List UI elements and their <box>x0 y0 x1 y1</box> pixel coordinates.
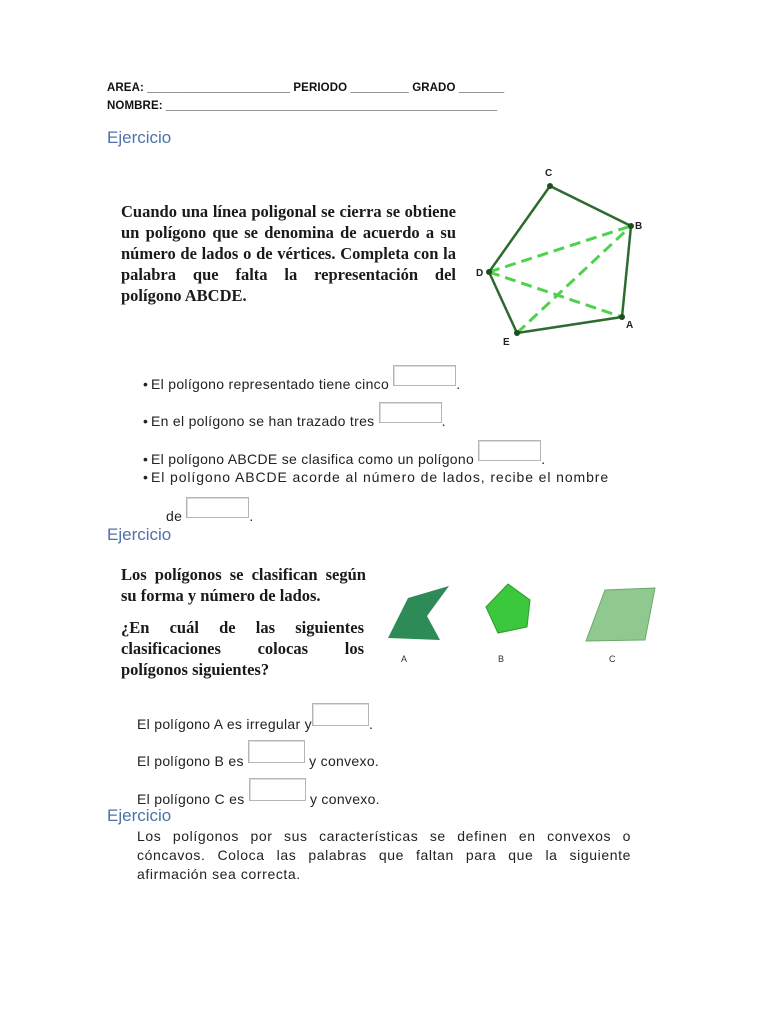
answer-box[interactable] <box>186 497 249 518</box>
answer-box[interactable] <box>379 402 442 423</box>
vertex-d-label: D <box>476 268 484 279</box>
exercise-2-line-b <box>137 740 379 769</box>
pentagon-abcde-figure <box>470 160 650 355</box>
vertex-c-dot <box>547 183 553 189</box>
exercise-2-paragraph-1: Los polígonos se clasifican según su forma y número de lados. <box>121 565 366 605</box>
bullet-icon: • <box>143 376 149 392</box>
bullet-item <box>143 402 446 429</box>
exercise-2-line-a <box>137 703 373 732</box>
answer-box[interactable] <box>312 703 369 726</box>
shape-b-label: B <box>498 654 505 664</box>
bullet-text: En el polígono se han trazado tres <box>151 413 375 429</box>
exercise-3-paragraph: Los polígonos por sus características se definen en convexos o cóncavos. Coloca las palabras que faltan para que la siguiente afirmación sea correcta. <box>137 828 631 882</box>
answer-box[interactable] <box>248 740 305 763</box>
diagonal-da <box>489 272 622 317</box>
exercise-2-title: Ejercicio <box>107 525 172 544</box>
answer-box[interactable] <box>478 440 541 461</box>
bullet-text: El polígono representado tiene cinco <box>151 376 390 392</box>
bullet-text: El polígono ABCDE acorde al número de lados, recibe el nombre <box>151 469 610 485</box>
exercise-2-line-c <box>137 778 380 807</box>
vertex-e-label: E <box>503 337 510 348</box>
header-name-line: NOMBRE: ___________________________________________________ <box>107 100 498 112</box>
bullet-icon: • <box>143 413 149 429</box>
exercise-3-title: Ejercicio <box>107 806 172 825</box>
line-text: El polígono C es <box>137 791 245 807</box>
answer-box[interactable] <box>249 778 306 801</box>
line-after: . <box>368 716 374 732</box>
exercise-2-paragraph-2: ¿En cuál de las siguientes clasificaciones colocas los polígonos siguientes? <box>121 618 364 679</box>
exercise-1-paragraph: Cuando una línea poligonal se cierra se obtiene un polígono que se denomina de acuerdo a su número de lados o de vértices. Completa con la palabra que falta la representación del polígono ABCDE. <box>121 202 456 305</box>
vertex-a-label: A <box>626 320 634 331</box>
vertex-c-label: C <box>545 168 553 179</box>
bullet-after: . <box>441 413 446 429</box>
shape-b-pentagon <box>486 584 530 633</box>
vertex-a-dot <box>619 314 625 320</box>
answer-box[interactable] <box>393 365 456 386</box>
bullet-item <box>143 469 609 485</box>
shape-c-irregular <box>586 588 655 641</box>
line-after: y convexo. <box>309 753 380 769</box>
bullet-continuation <box>166 497 254 524</box>
bullet-item <box>143 365 460 392</box>
bullet-after: . <box>249 508 254 524</box>
header-area-line: AREA: ______________________ PERIODO _________ GRADO _______ <box>107 82 505 94</box>
polygon-shapes-figure <box>380 578 665 670</box>
vertex-e-dot <box>514 330 520 336</box>
bullet-text: de <box>166 508 183 524</box>
bullet-after: . <box>541 451 546 467</box>
diagonal-eb <box>517 226 634 333</box>
bullet-text: El polígono ABCDE se clasifica como un polígono <box>151 451 475 467</box>
line-after: y convexo. <box>309 791 380 807</box>
bullet-after: . <box>456 376 461 392</box>
bullet-item <box>143 440 545 467</box>
shape-c-label: C <box>609 654 616 664</box>
vertex-b-label: B <box>635 221 643 232</box>
bullet-icon: • <box>143 469 149 485</box>
exercise-1-title: Ejercicio <box>107 128 172 147</box>
vertex-d-dot <box>486 269 492 275</box>
line-text: El polígono B es <box>137 753 244 769</box>
shape-a-label: A <box>401 654 408 664</box>
diagonal-db <box>489 226 631 272</box>
vertex-b-dot <box>628 223 634 229</box>
shape-a-concave <box>388 586 449 640</box>
bullet-icon: • <box>143 451 149 467</box>
line-text: El polígono A es irregular y <box>137 716 312 732</box>
pentagon-outline <box>489 186 634 333</box>
